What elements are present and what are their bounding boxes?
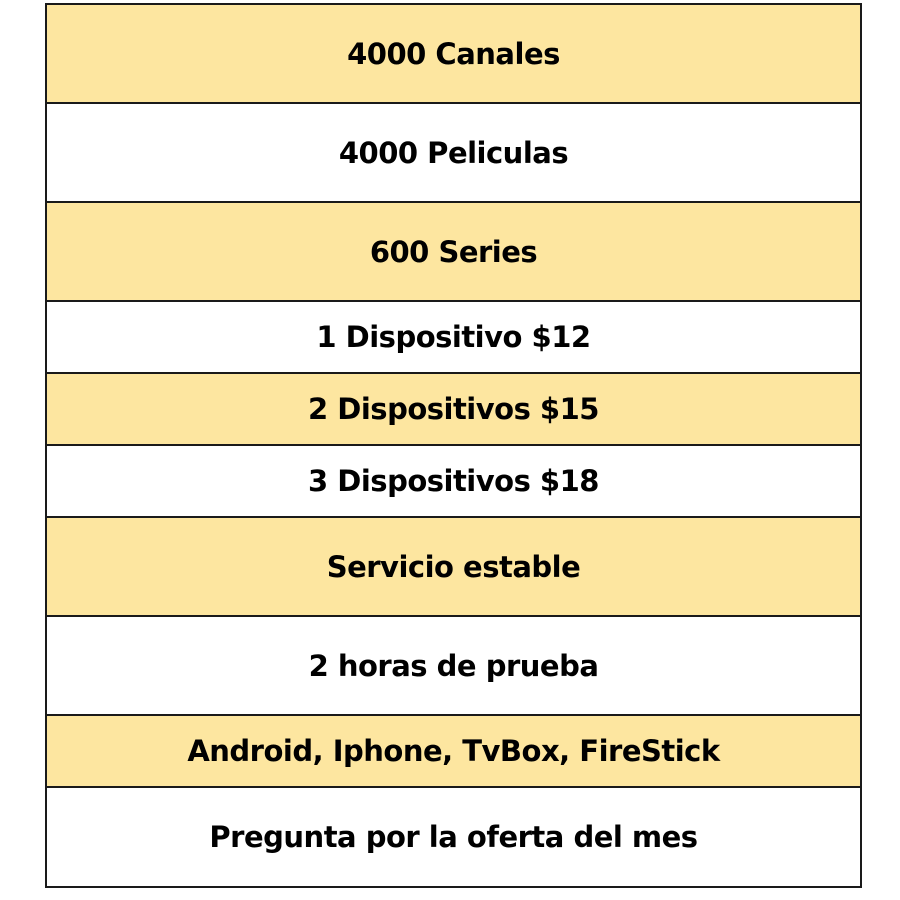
row-label: 4000 Canales: [347, 36, 560, 71]
row-label: 1 Dispositivo $12: [316, 320, 591, 354]
row-label: Android, Iphone, TvBox, FireStick: [187, 734, 720, 768]
table-row-plan-1-device: [47, 302, 860, 374]
row-label: 3 Dispositivos $18: [308, 464, 599, 498]
table-row-movies: [47, 104, 860, 203]
row-label: Servicio estable: [326, 549, 581, 584]
table-row-stable-service: [47, 518, 860, 617]
table-row-channels: [47, 5, 860, 104]
table-row-compatible-devices: [47, 716, 860, 788]
table-row-trial: [47, 617, 860, 716]
table-row-series: [47, 203, 860, 302]
row-label: Pregunta por la oferta del mes: [209, 820, 698, 854]
row-label: 4000 Peliculas: [338, 135, 569, 170]
row-label: 2 horas de prueba: [308, 648, 599, 683]
table-row-monthly-offer: [47, 788, 860, 886]
table-row-plan-3-devices: [47, 446, 860, 518]
row-label: 2 Dispositivos $15: [308, 392, 599, 426]
row-label: 600 Series: [369, 234, 538, 269]
table-row-plan-2-devices: [47, 374, 860, 446]
pricing-table: [45, 3, 862, 888]
